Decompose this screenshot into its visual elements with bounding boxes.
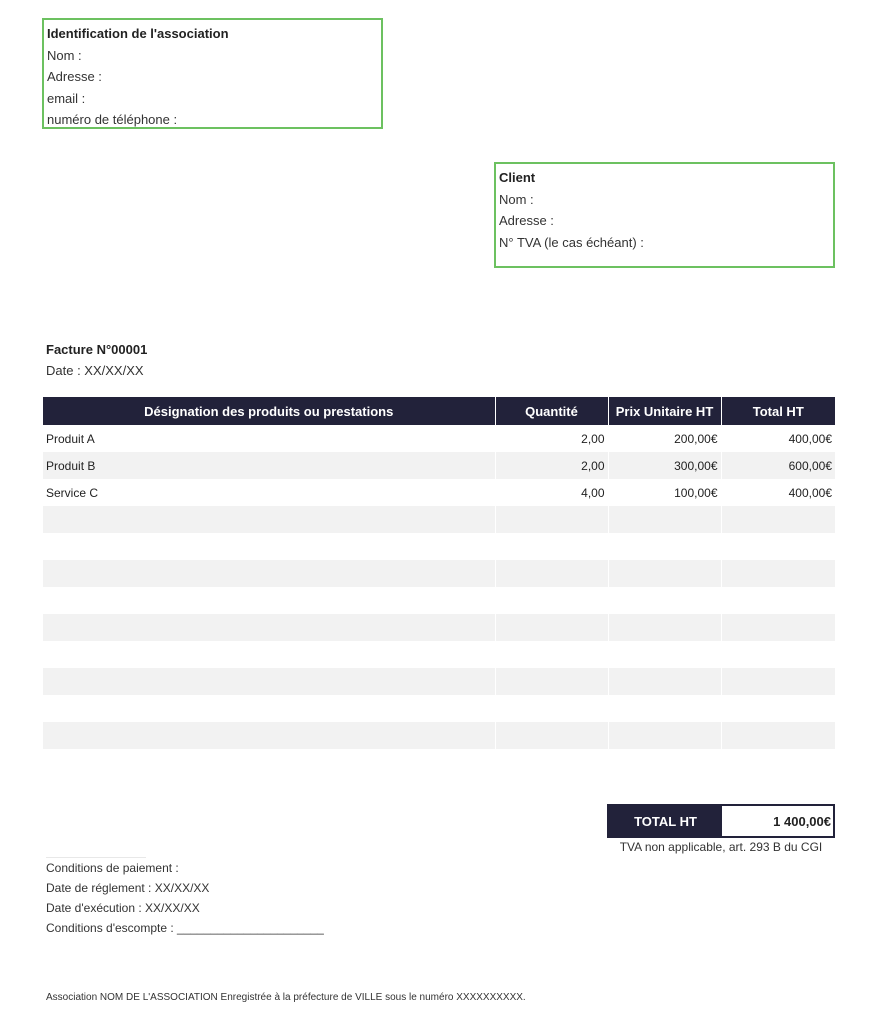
cell-designation xyxy=(43,533,495,560)
table-row xyxy=(43,533,835,560)
table-header-row xyxy=(43,397,835,425)
cell-quantity xyxy=(495,668,608,695)
conditions-payment: Conditions de paiement : xyxy=(46,861,179,875)
table-row xyxy=(43,722,835,749)
cell-designation xyxy=(43,641,495,668)
cell-designation xyxy=(43,614,495,641)
cell-total xyxy=(721,533,835,560)
header-quantity: Quantité xyxy=(495,397,608,425)
cell-quantity: 4,00 xyxy=(495,479,608,506)
association-name-line: Nom : xyxy=(47,47,82,63)
footer-legal-text: Association NOM DE L'ASSOCIATION Enregistrée à la préfecture de VILLE sous le numéro XXXXXXXXXX. xyxy=(46,992,526,1003)
cell-quantity xyxy=(495,533,608,560)
client-title: Client xyxy=(499,170,536,185)
cell-unit-price: 200,00€ xyxy=(608,425,721,452)
invoice-number: Facture N°00001 xyxy=(46,342,148,357)
invoice-header xyxy=(46,339,147,381)
payment-conditions xyxy=(46,858,324,938)
cell-quantity xyxy=(495,587,608,614)
table-row xyxy=(43,614,835,641)
client-vat-line: N° TVA (le cas échéant) : xyxy=(499,234,644,250)
table-row xyxy=(43,506,835,533)
cell-designation: Produit A xyxy=(43,425,495,452)
cell-quantity xyxy=(495,641,608,668)
cell-unit-price xyxy=(608,668,721,695)
cell-unit-price xyxy=(608,560,721,587)
cell-unit-price xyxy=(608,506,721,533)
header-total: Total HT xyxy=(721,397,835,425)
cell-unit-price: 100,00€ xyxy=(608,479,721,506)
conditions-settlement-date: Date de réglement : XX/XX/XX xyxy=(46,881,210,895)
cell-unit-price xyxy=(608,695,721,722)
cell-quantity xyxy=(495,722,608,749)
cell-total: 400,00€ xyxy=(788,485,832,500)
cell-unit-price xyxy=(608,587,721,614)
cell-designation xyxy=(43,506,495,533)
cell-total: 600,00€ xyxy=(721,452,835,479)
conditions-execution-date: Date d'exécution : XX/XX/XX xyxy=(46,901,200,915)
association-address-line: Adresse : xyxy=(47,69,102,84)
client-name-line: Nom : xyxy=(499,191,534,207)
cell-unit-price xyxy=(608,641,721,668)
cell-total xyxy=(721,560,835,587)
table-row xyxy=(43,479,835,506)
cell-unit-price xyxy=(608,533,721,560)
cell-unit-price xyxy=(608,614,721,641)
cell-designation xyxy=(43,587,495,614)
client-box xyxy=(494,162,835,268)
cell-designation xyxy=(43,695,495,722)
cell-total xyxy=(721,668,835,695)
cell-quantity xyxy=(495,560,608,587)
total-ht-label: TOTAL HT xyxy=(609,806,722,836)
total-ht-value: 1 400,00€ xyxy=(722,806,833,836)
association-phone-line: numéro de téléphone : xyxy=(47,112,178,127)
cell-total xyxy=(721,641,835,668)
cell-quantity xyxy=(495,614,608,641)
cell-quantity xyxy=(495,506,608,533)
conditions-discount: Conditions d'escompte : ______________________ xyxy=(46,921,324,935)
invoice-date: Date : XX/XX/XX xyxy=(46,363,144,378)
cell-total xyxy=(721,614,835,641)
table-row xyxy=(43,560,835,587)
cell-quantity: 2,00 xyxy=(495,425,608,452)
cell-designation: Service C xyxy=(43,479,495,506)
cell-total xyxy=(721,587,835,614)
cell-designation: Produit B xyxy=(43,452,495,479)
cell-designation xyxy=(43,560,495,587)
table-row xyxy=(43,695,835,722)
table-row xyxy=(43,452,835,479)
vat-note: TVA non applicable, art. 293 B du CGI xyxy=(619,840,823,854)
items-body xyxy=(43,425,835,749)
cell-designation xyxy=(43,668,495,695)
cell-total xyxy=(721,722,835,749)
association-title: Identification de l'association xyxy=(47,26,229,41)
cell-total xyxy=(721,506,835,533)
cell-unit-price: 300,00€ xyxy=(608,452,721,479)
cell-designation xyxy=(43,722,495,749)
table-row xyxy=(43,587,835,614)
table-row xyxy=(43,668,835,695)
cell-quantity xyxy=(495,695,608,722)
header-designation: Désignation des produits ou prestations xyxy=(43,397,495,425)
cell-quantity: 2,00 xyxy=(495,452,608,479)
cell-unit-price xyxy=(608,722,721,749)
association-email-line: email : xyxy=(47,90,86,106)
total-ht-box xyxy=(607,804,835,838)
table-row xyxy=(43,641,835,668)
header-unit-price: Prix Unitaire HT xyxy=(608,397,721,425)
cell-total: 400,00€ xyxy=(788,431,832,446)
items-table xyxy=(43,397,835,749)
table-row xyxy=(43,425,835,452)
cell-total xyxy=(721,695,835,722)
association-identification-box xyxy=(42,18,383,129)
client-address-line: Adresse : xyxy=(499,213,554,228)
